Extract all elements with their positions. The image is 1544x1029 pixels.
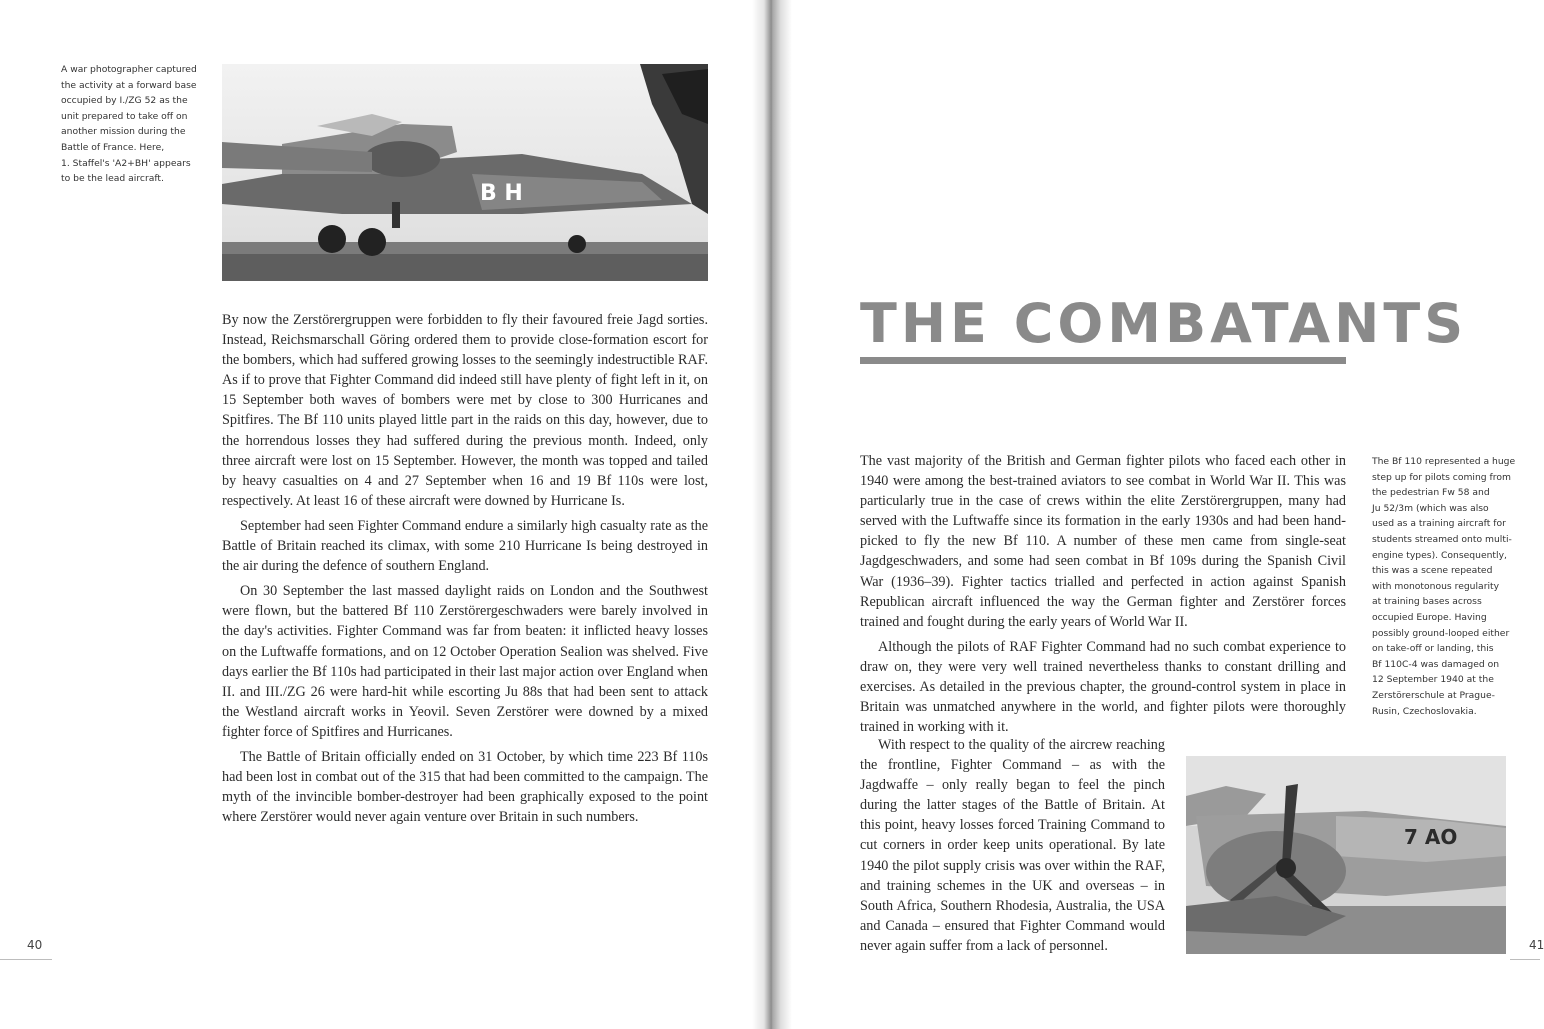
caption-line: Ju 52/3m (which was also [1372,502,1489,514]
left-photo-caption [61,62,201,187]
caption-line: the pedestrian Fw 58 and [1372,487,1490,499]
caption-line: engine types). Consequently, [1372,549,1507,561]
aircraft-code-marking: B H [480,181,523,206]
page-number-right: 41 [1529,938,1544,952]
paragraph: On 30 September the last massed daylight raids on London and the Southwest were flown, but the battered Bf 110 Zerstörergeschwaders were barely involved in the day's activities. Fighter Command was far from beaten: it inflicted heavy losses on the Luftwaffe formations, and on 12 October Operation Sealion was shelved. Five days earlier the Bf 110s had participated in their last major action over England when II. and III./ZG 26 were hard-hit while escorting Ju 88s that had been sent to attack the Westland aircraft works in Yeovil. Seven Zerstörer were downed by a mixed fighter force of Spitfires and Hurricanes. [222,583,708,740]
caption-line: occupied Europe. Having [1372,611,1487,623]
section-title: THE COMBATANTS [860,292,1468,355]
right-body-text [860,451,1346,742]
bf110-takeoff-photo [222,64,708,281]
right-narrow-text [860,735,1165,961]
paragraph: Although the pilots of RAF Fighter Command had no such combat experience to draw on, they were very well trained nevertheless thanks to constant drilling and exercises. As detailed in the previous chapter, the ground-control system in place in Britain was unmatched anywhere in the world, and fighter pilots were thoroughly trained in working with it. [860,638,1346,736]
caption-line: The Bf 110 represented a huge [1372,456,1516,467]
left-body-text [222,310,708,832]
caption-line: unit prepared to take off on [61,110,188,122]
caption-line: step up for pilots coming from [1372,471,1511,483]
caption-line: to be the lead aircraft. [61,173,164,185]
caption-line: Zerstörerschule at Prague- [1372,689,1495,701]
caption-line: occupied by I./ZG 52 as the [61,95,188,107]
paragraph: With respect to the quality of the aircrew reaching the frontline, Fighter Command – as with the Jagdwaffe – only really began to feel the pinch during the latter stages of the Battle of Britain. At this point, heavy losses forced Training Command to cut corners in order keep units operational. By late 1940 the pilot supply crisis was over within the RAF, and training schemes in the UK and overseas – in South Africa, Southern Rhodesia, Australia, the USA and Canada – ensured that Fighter Command would never again suffer from a lack of personnel. [860,737,1165,954]
caption-line: 12 September 1940 at the [1372,674,1494,686]
caption-line: at training bases across [1372,596,1482,608]
caption-line: Bf 110C-4 was damaged on [1372,658,1500,670]
caption-line: used as a training aircraft for [1372,518,1506,530]
aircraft-code-marking: 7 AO [1404,825,1458,849]
right-photo-caption [1372,454,1522,719]
caption-line: possibly ground-looped either [1372,627,1510,639]
caption-line: Battle of France. Here, [61,141,165,153]
caption-line: this was a scene repeated [1372,565,1493,577]
page-rule-left [0,959,52,960]
caption-line: 1. Staffel's 'A2+BH' appears [61,157,191,169]
title-underline [860,357,1346,364]
page-number-left: 40 [27,938,43,952]
caption-line: with monotonous regularity [1372,580,1500,592]
paragraph: The Battle of Britain officially ended on 31 October, by which time 223 Bf 110s had been lost in combat out of the 315 that had been committed to the campaign. The myth of the invincible bomber-destroyer had been graphically exposed to the point where Zerstörer would never again venture over Britain in such numbers. [222,748,708,826]
paragraph: By now the Zerstörergruppen were forbidden to fly their favoured freie Jagd sorties. Instead, Reichsmarschall Göring ordered them to provide close-formation escort for the bombers, which had suffered growing losses to the seemingly indestructible RAF. As if to prove that Fighter Command did indeed still have plenty of fight left in it, on 15 September both waves of bombers were met by close to 300 Hurricanes and Spitfires. The Bf 110 units played little part in the raids on this day, however, due to the horrendous losses they had suffered during the previous month. Indeed, only three aircraft were lost on 15 September. However, the month was topped and tailed by heavy casualties on 4 and 27 September when 16 and 19 Bf 110s were lost, respectively. At least 16 of these aircraft were downed by Hurricane Is. [222,312,708,509]
left-page [0,0,770,1029]
damaged-bf110-photo [1186,756,1506,954]
caption-line: another mission during the [61,126,186,138]
caption-line: students streamed onto multi- [1372,533,1512,545]
paragraph: The vast majority of the British and German fighter pilots who faced each other in 1940 were among the best-trained aviators to see combat in World War II. This was particularly true in the case of crews within the elite Zerstörergruppen, many had served with the Luftwaffe since its formation in the early 1930s and had been hand-picked to fly the new Bf 110. A number of these men came from single-seat Jagdgeschwaders, and some had seen combat in Bf 109s during the Spanish Civil War (1936–39). Fighter tactics trialled and perfected in action against Spanish Republican aircraft influenced the way the German fighter and Zerstörer forces trained and fought during the early years of World War II. [860,453,1346,630]
paragraph: September had seen Fighter Command endure a similarly high casualty rate as the Battle of Britain reached its climax, with some 210 Hurricane Is being destroyed in the air during the defence of southern England. [222,517,708,575]
page-rule-right [1510,959,1540,960]
caption-line: on take-off or landing, this [1372,643,1494,655]
caption-line: Rusin, Czechoslovakia. [1372,705,1477,717]
caption-line: A war photographer captured [61,64,197,75]
caption-line: the activity at a forward base [61,79,197,91]
